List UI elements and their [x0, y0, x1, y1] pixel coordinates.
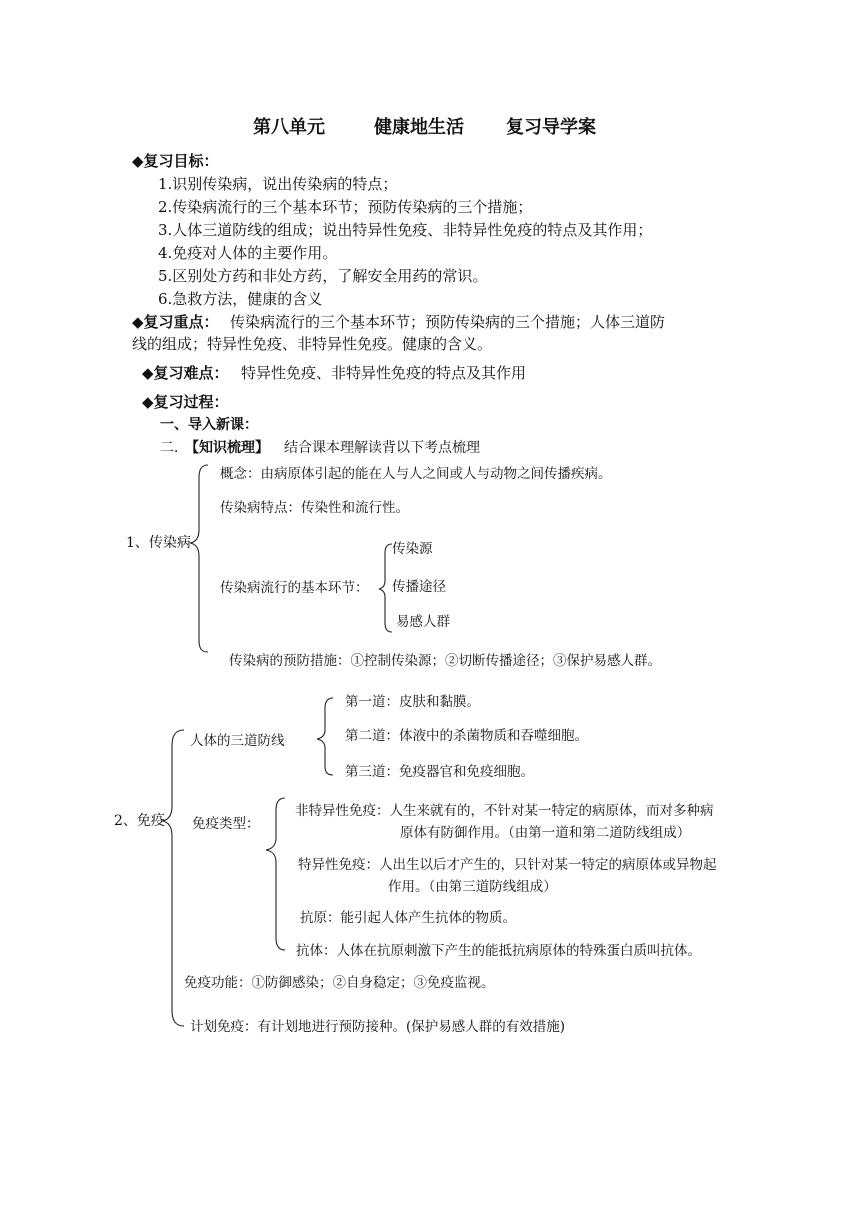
objective-item-5: 5.区别处方药和非处方药，了解安全用药的常识。 [158, 267, 488, 285]
links-bracket [379, 544, 392, 632]
objectives-label: ◆复习目标： [132, 152, 219, 170]
defense-line-3: 第三道：免疫器官和免疫细胞。 [345, 764, 534, 780]
objective-item-2: 2.传染病流行的三个基本环节；预防传染病的三个措施； [158, 198, 533, 216]
objective-item-6: 6.急救方法，健康的含义 [158, 290, 323, 308]
process-label: ◆复习过程： [142, 393, 229, 411]
page-title-part1: 第八单元 [253, 117, 325, 138]
infectious-link-1: 传染源 [392, 541, 433, 557]
infectious-features: 传染病特点：传染性和流行性。 [220, 500, 409, 516]
nonspecific-immunity-line2: 原体有防御作用。（由第一道和第二道防线组成） [400, 825, 691, 841]
types-label: 免疫类型： [192, 816, 260, 832]
infectious-concept: 概念：由病原体引起的能在人与人之间或人与动物之间传播疾病。 [220, 466, 612, 482]
process-step-2-text: 结合课本理解读背以下考点梳理 [284, 440, 480, 456]
page-title-part3: 复习导学案 [506, 117, 596, 138]
immunity-heading: 2、免疫 [114, 813, 165, 829]
types-bracket [266, 798, 285, 950]
process-step-2-bold: 【知识梳理】 [185, 440, 269, 456]
defense-bracket [317, 698, 333, 775]
defense-line-1: 第一道：皮肤和黏膜。 [345, 694, 480, 710]
immunity-functions: 免疫功能：①防御感染；②自身稳定；③免疫监视。 [184, 975, 495, 991]
objective-item-1: 1.识别传染病，说出传染病的特点； [158, 175, 398, 193]
infectious-heading: 1、传染病 [126, 535, 191, 551]
specific-immunity-line1: 特异性免疫：人出生以后才产生的，只针对某一特定的病原体或异物起 [298, 857, 717, 873]
nonspecific-immunity-line1: 非特异性免疫：人生来就有的，不针对某一特定的病原体，而对多种病 [295, 803, 714, 819]
infectious-links-label: 传染病流行的基本环节： [220, 580, 369, 596]
key-points-label: ◆复习重点： [132, 313, 219, 331]
infectious-link-2: 传播途径 [392, 579, 446, 595]
defense-line-2: 第二道：体液中的杀菌物质和吞噬细胞。 [345, 728, 588, 744]
specific-immunity-line2: 作用。（由第三道防线组成） [388, 879, 557, 895]
objective-item-3: 3.人体三道防线的组成；说出特异性免疫、非特异性免疫的特点及其作用； [158, 221, 653, 239]
page-title-part2: 健康地生活 [374, 117, 464, 138]
difficulties-text: 特异性免疫、非特异性免疫的特点及其作用 [241, 364, 527, 382]
difficulties-label: ◆复习难点： [142, 364, 229, 382]
infectious-link-3: 易感人群 [396, 614, 450, 630]
immunity-bracket [162, 730, 184, 1026]
infectious-bracket [190, 465, 208, 652]
process-step-1: 一、导入新课： [160, 417, 258, 433]
process-step-2-prefix: 二． [160, 440, 188, 456]
key-points-line1: 传染病流行的三个基本环节；预防传染病的三个措施；人体三道防 [230, 313, 666, 331]
defense-label: 人体的三道防线 [190, 733, 285, 749]
infectious-prevention: 传染病的预防措施：①控制传染源；②切断传播途径；③保护易感人群。 [229, 653, 661, 669]
antigen-definition: 抗原：能引起人体产生抗体的物质。 [300, 910, 516, 926]
objective-item-4: 4.免疫对人体的主要作用。 [158, 244, 338, 262]
key-points-line2: 线的组成；特异性免疫、非特异性免疫。健康的含义。 [132, 335, 493, 353]
planned-immunization: 计划免疫：有计划地进行预防接种。(保护易感人群的有效措施) [190, 1019, 566, 1035]
antibody-definition: 抗体：人体在抗原刺激下产生的能抵抗病原体的特殊蛋白质叫抗体。 [296, 943, 701, 959]
